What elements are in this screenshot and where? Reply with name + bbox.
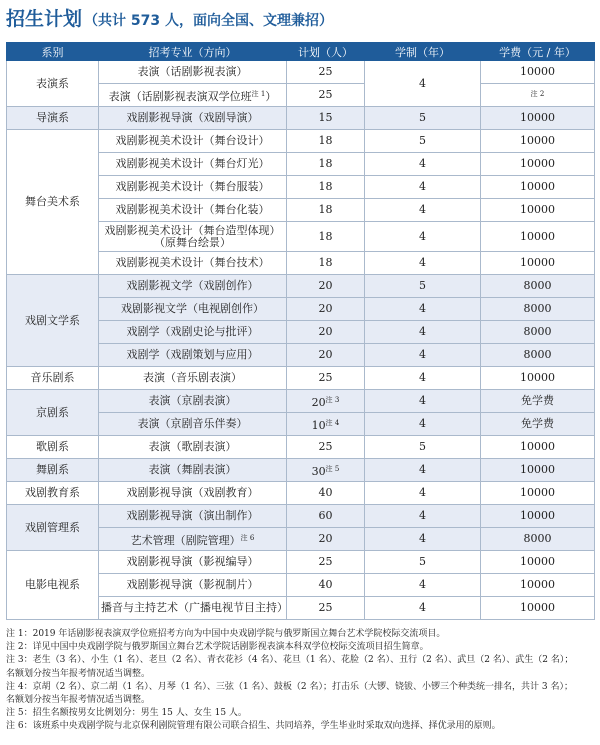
plan-cell: [287, 298, 365, 321]
fee-value: 10000: [520, 555, 555, 568]
fee-value: 10000: [520, 578, 555, 591]
fee-cell: [481, 344, 595, 367]
years-cell: 4: [365, 344, 481, 367]
plan-value: 20: [311, 395, 326, 409]
header-major: 招考专业（方向）: [99, 43, 287, 61]
fee-cell: [481, 84, 595, 107]
years-cell: 4: [365, 176, 481, 199]
years-cell: 5: [365, 275, 481, 298]
major-text: 艺术管理（剧院管理）: [130, 533, 241, 547]
fee-value: 8000: [523, 325, 552, 338]
table-row: [7, 275, 595, 298]
plan-cell: [287, 413, 365, 436]
plan-cell: [287, 390, 365, 413]
major-text: 戏剧影视导演（戏剧教育）: [126, 486, 259, 499]
fee-cell: [481, 482, 595, 505]
footnote-line: 名额划分按当年报考情况适当调整。: [6, 695, 151, 706]
plan-value: 25: [318, 65, 333, 78]
fee-value: 10000: [520, 463, 555, 476]
major-cell: [99, 482, 287, 505]
years-cell: 5: [365, 107, 481, 130]
years-cell: 4: [365, 153, 481, 176]
plan-value: 20: [318, 348, 333, 361]
page-title: [6, 4, 333, 34]
major-text: 播音与主持艺术（广播电视节目主持）: [101, 601, 288, 614]
major-cell: [99, 199, 287, 222]
plan-cell: [287, 176, 365, 199]
table-row: [7, 390, 595, 413]
plan-value: 25: [318, 88, 333, 101]
fee-value: 10000: [520, 509, 555, 522]
dept-cell: 歌剧系: [7, 436, 99, 459]
major-text: 戏剧影视文学（电视剧创作）: [121, 302, 264, 315]
major-text: 戏剧影视导演（演出制作）: [126, 509, 259, 522]
footnote-line: 注 1：2019 年话剧影视表演双学位班招考方向为中国中央戏剧学院与俄罗斯国立舞台艺术学院校际交流项目。: [6, 629, 446, 639]
major-cell: [99, 413, 287, 436]
major-cell: [99, 528, 287, 551]
fee-cell: [481, 574, 595, 597]
major-cell: [99, 367, 287, 390]
fee-value: 10000: [520, 371, 555, 384]
major-cell: [99, 252, 287, 275]
fee-value: 10000: [520, 486, 555, 499]
fee-value: 10000: [520, 134, 555, 147]
years-cell: 5: [365, 130, 481, 153]
table-row: [7, 367, 595, 390]
major-cell: [99, 436, 287, 459]
dept-cell: 电影电视系: [7, 551, 99, 620]
fee-value: 10000: [520, 203, 555, 216]
major-text: 戏剧影视美术设计（舞台灯光）: [115, 157, 270, 170]
major-text: 表演（歌剧表演）: [148, 440, 237, 453]
plan-cell: [287, 153, 365, 176]
major-text: 戏剧影视文学（戏剧创作）: [126, 279, 259, 292]
dept-cell: 戏剧管理系: [7, 505, 99, 551]
major-text: 戏剧学（戏剧史论与批评）: [126, 325, 259, 338]
years-cell: 4: [365, 482, 481, 505]
major-text: 戏剧影视导演（戏剧导演）: [126, 111, 259, 124]
fee-cell: [481, 321, 595, 344]
fee-cell: [481, 528, 595, 551]
plan-cell: [287, 344, 365, 367]
major-cell: [99, 275, 287, 298]
plan-cell: [287, 597, 365, 620]
footnote-line: 注 4：京胡（2 名）、京二胡（1 名）、月琴（1 名）、三弦（1 名）、鼓板（2 名）；打击乐（大锣、铙钹、小锣三个种类统一排名，共计 3 名）；: [6, 681, 573, 692]
plan-value: 40: [318, 486, 333, 499]
years-cell: 4: [365, 367, 481, 390]
years-cell: 5: [365, 436, 481, 459]
dept-cell: 音乐剧系: [7, 367, 99, 390]
dept-cell: 表演系: [7, 61, 99, 107]
fee-value: 8000: [523, 279, 552, 292]
plan-cell: [287, 482, 365, 505]
years-cell: 5: [365, 551, 481, 574]
fee-cell: [481, 61, 595, 84]
major-text: 戏剧影视导演（影视编导）: [126, 555, 259, 568]
fee-cell: [481, 176, 595, 199]
years-cell: 4: [365, 528, 481, 551]
plan-cell: [287, 505, 365, 528]
table-row: [7, 505, 595, 528]
major-cell: [99, 84, 287, 107]
years-cell: 4: [365, 574, 481, 597]
fee-cell: [481, 199, 595, 222]
major-text: 表演（京剧表演）: [148, 394, 237, 407]
major-text: 表演（舞剧表演）: [148, 463, 237, 476]
major-cell: [99, 390, 287, 413]
major-cell: [99, 107, 287, 130]
major-cell: [99, 505, 287, 528]
table-row: [7, 459, 595, 482]
major-text: 戏剧影视导演（影视制片）: [126, 578, 259, 591]
fee-cell: [481, 505, 595, 528]
plan-value: 18: [318, 229, 333, 243]
fee-value: 10000: [520, 65, 555, 78]
fee-value: 10000: [520, 256, 555, 269]
fee-value: 10000: [520, 111, 555, 124]
years-cell: 4: [365, 222, 481, 252]
plan-note: 注 3: [325, 395, 340, 404]
plan-cell: [287, 222, 365, 252]
fee-value: 8000: [523, 348, 552, 361]
major-note: 注 1: [251, 89, 266, 98]
plan-cell: [287, 367, 365, 390]
fee-value: 10000: [520, 440, 555, 453]
major-cell: [99, 597, 287, 620]
plan-cell: [287, 199, 365, 222]
fee-cell: [481, 459, 595, 482]
years-cell: 4: [365, 390, 481, 413]
major-text: 戏剧影视美术设计（舞台设计）: [115, 134, 270, 147]
major-cell: [99, 61, 287, 84]
plan-value: 10: [311, 418, 326, 432]
plan-cell: [287, 61, 365, 84]
plan-cell: [287, 436, 365, 459]
years-cell: 4: [365, 61, 481, 107]
fee-value: 免学费: [521, 394, 554, 407]
title-sub: （共计 573 人，面向全国、文理兼招）: [84, 13, 333, 29]
header-dept: 系别: [7, 43, 99, 61]
table-header-row: [7, 43, 595, 61]
plan-value: 18: [318, 256, 333, 269]
fee-cell: [481, 107, 595, 130]
header-plan: 计划（人）: [287, 43, 365, 61]
plan-note: 注 5: [325, 464, 340, 473]
header-years: 学制（年）: [365, 43, 481, 61]
plan-value: 18: [318, 157, 333, 170]
major-cell: [99, 176, 287, 199]
major-text: 表演（音乐剧表演）: [143, 371, 242, 384]
fee-cell: [481, 597, 595, 620]
table-row: [7, 436, 595, 459]
major-text: 戏剧影视美术设计（舞台化装）: [115, 203, 270, 216]
dept-cell: 戏剧教育系: [7, 482, 99, 505]
fee-cell: [481, 222, 595, 252]
years-cell: 4: [365, 597, 481, 620]
years-cell: 4: [365, 298, 481, 321]
fee-cell: [481, 413, 595, 436]
dept-cell: 舞台美术系: [7, 130, 99, 275]
major-cell: [99, 344, 287, 367]
major-text: 表演（京剧音乐伴奏）: [137, 417, 248, 430]
years-cell: 4: [365, 321, 481, 344]
plan-cell: [287, 275, 365, 298]
plan-value: 20: [318, 302, 333, 315]
plan-value: 25: [318, 440, 333, 453]
table-row: [7, 130, 595, 153]
major-text: 戏剧学（戏剧策划与应用）: [126, 348, 259, 361]
years-cell: 4: [365, 252, 481, 275]
plan-value: 40: [318, 578, 333, 591]
major-cell: [99, 321, 287, 344]
fee-value: 8000: [523, 532, 552, 545]
footnote-line: 注 5：招生名额按男女比例划分：男生 15 人、女生 15 人。: [6, 708, 247, 719]
major-cell: [99, 222, 287, 252]
plan-cell: [287, 551, 365, 574]
dept-cell: 导演系: [7, 107, 99, 130]
fee-cell: [481, 130, 595, 153]
major-text: 表演（话剧影视表演双学位班: [108, 89, 252, 103]
major-cell: [99, 574, 287, 597]
fee-cell: [481, 390, 595, 413]
major-text: 戏剧影视美术设计（舞台技术）: [115, 256, 270, 269]
footnotes: [6, 628, 594, 734]
fee-cell: [481, 551, 595, 574]
fee-cell: [481, 252, 595, 275]
fee-value: 10000: [520, 601, 555, 614]
plan-value: 20: [318, 325, 333, 338]
plan-cell: [287, 528, 365, 551]
plan-cell: [287, 130, 365, 153]
footnote-line: 注 3：老生（3 名）、小生（1 名）、老旦（2 名）、青衣花衫（4 名）、花旦（1 名）、花脸（2 名）、丑行（2 名）、武旦（2 名）、武生（2 名）；: [6, 655, 574, 666]
major-cell: [99, 130, 287, 153]
title-main: 招生计划: [6, 8, 83, 30]
dept-cell: 戏剧文学系: [7, 275, 99, 367]
major-cell: [99, 298, 287, 321]
footnote-line: 注 2：详见中国中央戏剧学院与俄罗斯国立舞台艺术学院话剧影视表演本科双学位校际交流项目招生简章。: [6, 642, 429, 653]
major-cell: [99, 459, 287, 482]
plan-cell: [287, 84, 365, 107]
plan-value: 20: [318, 279, 333, 292]
fee-value: 10000: [520, 229, 555, 243]
fee-value: 8000: [523, 302, 552, 315]
fee-cell: [481, 275, 595, 298]
years-cell: 4: [365, 459, 481, 482]
footnote-line: 注 6：该班系中央戏剧学院与北京保利剧院管理有限公司联合招生、共同培养，学生毕业时采取双向选择、择优录用的原则。: [6, 721, 501, 732]
plan-cell: [287, 252, 365, 275]
fee-cell: [481, 436, 595, 459]
table-row: [7, 551, 595, 574]
header-fee: 学费（元 / 年）: [481, 43, 595, 61]
years-cell: 4: [365, 199, 481, 222]
plan-value: 18: [318, 134, 333, 147]
plan-value: 25: [318, 601, 333, 614]
plan-value: 20: [318, 532, 333, 545]
major-note: 注 6: [240, 533, 255, 542]
dept-cell: 京剧系: [7, 390, 99, 436]
dept-cell: 舞剧系: [7, 459, 99, 482]
table-row: [7, 107, 595, 130]
major-tail: ）: [265, 89, 277, 103]
plan-value: 60: [318, 509, 333, 522]
plan-cell: [287, 107, 365, 130]
fee-value: 免学费: [521, 417, 554, 430]
plan-value: 25: [318, 371, 333, 384]
plan-value: 15: [318, 111, 333, 124]
plan-value: 18: [318, 203, 333, 216]
plan-value: 18: [318, 180, 333, 193]
fee-value: 10000: [520, 180, 555, 193]
major-text: 戏剧影视美术设计（舞台服装）: [115, 180, 270, 193]
table-body: [7, 61, 595, 620]
fee-note: 注 2: [530, 89, 545, 98]
fee-cell: [481, 153, 595, 176]
major-text: 戏剧影视美术设计（舞台造型体现）: [104, 223, 281, 237]
table-row: [7, 482, 595, 505]
plan-cell: [287, 459, 365, 482]
table-row: [7, 61, 595, 84]
years-cell: 4: [365, 505, 481, 528]
plan-cell: [287, 574, 365, 597]
fee-cell: [481, 298, 595, 321]
plan-value: 25: [318, 555, 333, 568]
major-cell: [99, 153, 287, 176]
major-cell: [99, 551, 287, 574]
years-cell: 4: [365, 413, 481, 436]
plan-value: 30: [311, 464, 326, 478]
major-text: 表演（话剧影视表演）: [137, 65, 248, 78]
plan-note: 注 4: [325, 418, 340, 427]
plan-cell: [287, 321, 365, 344]
enrollment-table: [6, 42, 595, 620]
fee-value: 10000: [520, 157, 555, 170]
major-text-line2: （原舞台绘景）: [154, 235, 231, 249]
fee-cell: [481, 367, 595, 390]
footnote-line: 名额划分按当年报考情况适当调整。: [6, 668, 151, 679]
